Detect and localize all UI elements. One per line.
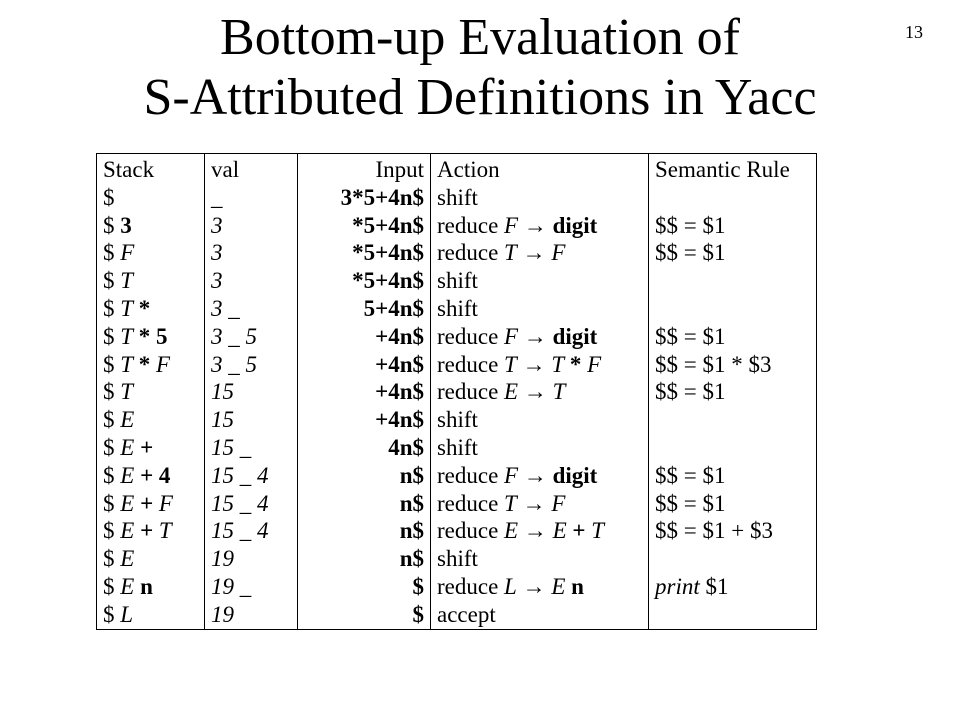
val-cell: 3 _ 5 [205,351,298,379]
slide-title [0,8,960,128]
stack-cell: $ T * 5 [97,323,205,351]
stack-cell: $ L [97,601,205,629]
header-action: Action [431,154,649,184]
val-cell: 3 _ 5 [205,323,298,351]
semantic-rule-cell: $$ = $1 + $3 [655,518,773,544]
stack-cell: $ F [97,239,205,267]
val-cell: 19 [205,545,298,573]
input-cell: $ [298,601,431,629]
action-cell: shift [431,295,649,323]
table-row [97,351,817,379]
val-cell: 3 [205,267,298,295]
action-cell: reduce T → F [431,490,649,518]
semantic-rule-cell: $$ = $1 * $3 [655,351,772,377]
semantic-rule-cell: $$ = $1 [655,462,726,488]
action-cell: accept [431,601,649,629]
table-row [97,545,817,573]
action-cell: reduce F → digit [431,212,649,240]
action-cell: reduce F → digit [431,462,649,490]
input-cell: +4n$ [298,323,431,351]
stack-cell: $ T [97,267,205,295]
val-cell: 19 [205,601,298,629]
title-line-2: S-Attributed Definitions in Yacc [143,69,817,126]
input-cell: *5+4n$ [298,212,431,240]
semantic-rule-cell [649,267,817,295]
action-cell: shift [431,267,649,295]
semantic-rule-cell [649,184,817,212]
header-input: Input [298,154,431,184]
header-row [97,154,817,184]
action-cell: reduce E → T [431,378,649,406]
stack-cell: $ E + F [97,490,205,518]
title-line-1: Bottom-up Evaluation of [220,9,740,66]
table-row [97,406,817,434]
semantic-rule-cell: $$ = $1 [655,323,726,349]
action-cell: shift [431,434,649,462]
stack-cell: $ E + [97,434,205,462]
table-row [97,490,817,518]
val-cell: 15 _ [205,434,298,462]
stack-cell: $ [97,184,205,212]
val-cell: _ [205,184,298,212]
semantic-rule-cell: $$ = $1 [655,240,726,266]
stack-cell: $ E n [97,573,205,601]
action-cell: reduce E → E + T [431,517,649,545]
semantic-rule-cell: $$ = $1 [655,212,726,238]
input-cell: 3*5+4n$ [298,184,431,212]
action-cell: reduce T → F [431,239,649,267]
input-cell: $ [298,573,431,601]
input-cell: n$ [298,462,431,490]
page-number: 13 [905,22,923,42]
input-cell: +4n$ [298,351,431,379]
action-cell: reduce T → T * F [431,351,649,379]
input-cell: 5+4n$ [298,295,431,323]
semantic-rule-cell: $$ = $1 [655,490,726,516]
table-row [97,434,817,462]
semantic-rule-cell [649,434,817,462]
val-cell: 15 _ 4 [205,490,298,518]
semantic-rule-cell [649,545,817,573]
stack-cell: $ 3 [97,212,205,240]
input-cell: *5+4n$ [298,267,431,295]
action-cell: shift [431,545,649,573]
semantic-rule-cell: print $1 [655,573,729,599]
val-cell: 15 [205,406,298,434]
table-row [97,239,817,267]
header-stack: Stack [97,154,205,184]
semantic-rule-cell [649,601,817,629]
table-row [97,323,817,351]
val-cell: 3 _ [205,295,298,323]
stack-cell: $ T * [97,295,205,323]
action-cell: reduce F → digit [431,323,649,351]
semantic-rule-cell [649,406,817,434]
val-cell: 15 _ 4 [205,517,298,545]
semantic-rule-cell [649,295,817,323]
table-row [97,573,817,601]
input-cell: *5+4n$ [298,239,431,267]
input-cell: n$ [298,517,431,545]
stack-cell: $ E + 4 [97,462,205,490]
action-cell: shift [431,406,649,434]
stack-cell: $ E + T [97,517,205,545]
table-row [97,212,817,240]
table-row [97,517,817,545]
val-cell: 3 [205,239,298,267]
input-cell: n$ [298,545,431,573]
parse-trace-table [96,153,817,630]
table-row [97,184,817,212]
header-val: val [205,154,298,184]
val-cell: 19 _ [205,573,298,601]
action-cell: shift [431,184,649,212]
val-cell: 15 _ 4 [205,462,298,490]
action-cell: reduce L → E n [431,573,649,601]
input-cell: n$ [298,490,431,518]
header-semantic-rule: Semantic Rule [655,157,790,182]
table-row [97,267,817,295]
stack-cell: $ E [97,545,205,573]
table-row [97,462,817,490]
stack-cell: $ E [97,406,205,434]
input-cell: +4n$ [298,406,431,434]
table-row [97,378,817,406]
semantic-rule-cell: $$ = $1 [655,379,726,405]
table-body [97,184,817,629]
table-row [97,601,817,629]
val-cell: 15 [205,378,298,406]
input-cell: 4n$ [298,434,431,462]
table-row [97,295,817,323]
stack-cell: $ T * F [97,351,205,379]
stack-cell: $ T [97,378,205,406]
input-cell: +4n$ [298,378,431,406]
val-cell: 3 [205,212,298,240]
parse-trace-table-container [96,153,817,630]
